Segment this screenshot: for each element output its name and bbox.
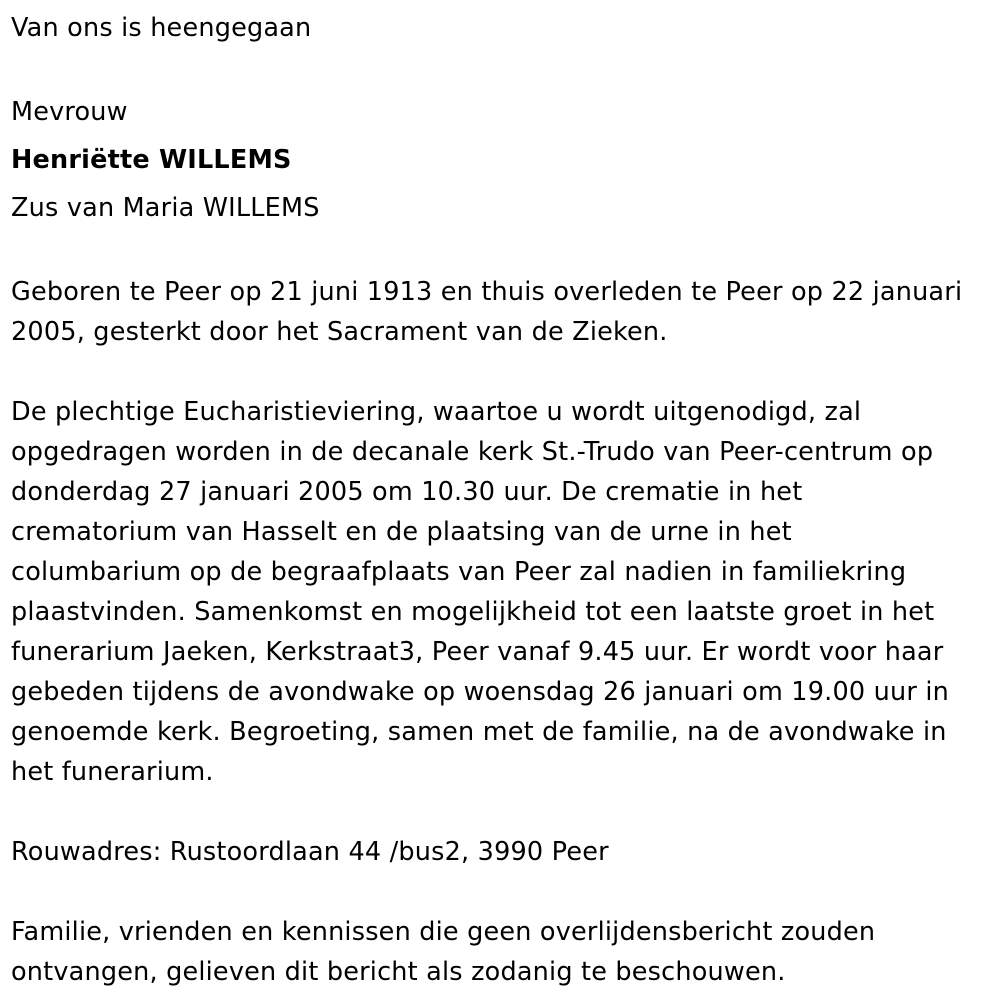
paragraph-line: genoemde kerk. Begroeting, samen met de familie, na de avondwake in bbox=[11, 717, 947, 747]
paragraph-line: 2005, gesterkt door het Sacrament van de Zieken. bbox=[11, 317, 668, 347]
spacer bbox=[11, 792, 988, 832]
honorific: Mevrouw bbox=[11, 97, 128, 127]
intro-text: Van ons is heengegaan bbox=[11, 13, 312, 43]
ceremony-paragraph bbox=[11, 392, 986, 792]
spacer bbox=[11, 352, 988, 392]
paragraph-line: gebeden tijdens de avondwake op woensdag 26 januari om 19.00 uur in bbox=[11, 677, 949, 707]
deceased-name: Henriëtte WILLEMS bbox=[11, 145, 292, 175]
spacer bbox=[11, 872, 988, 912]
paragraph-line: columbarium op de begraafplaats van Peer zal nadien in familiekring bbox=[11, 557, 907, 587]
paragraph-line: Familie, vrienden en kennissen die geen overlijdensbericht zouden bbox=[11, 917, 876, 947]
spacer bbox=[11, 48, 988, 88]
paragraph-line: opgedragen worden in de decanale kerk St.-Trudo van Peer-centrum op bbox=[11, 437, 934, 467]
paragraph-line: Geboren te Peer op 21 juni 1913 en thuis overleden te Peer op 22 januari bbox=[11, 277, 963, 307]
mourning-address: Rouwadres: Rustoordlaan 44 /bus2, 3990 Peer bbox=[11, 837, 609, 867]
birth-death-paragraph bbox=[11, 272, 986, 352]
spacer bbox=[11, 232, 988, 272]
paragraph-line: plaastvinden. Samenkomst en mogelijkheid tot een laatste groet in het bbox=[11, 597, 935, 627]
paragraph-line: De plechtige Eucharistieviering, waartoe u wordt uitgenodigd, zal bbox=[11, 397, 862, 427]
closing-paragraph bbox=[11, 912, 986, 992]
paragraph-line: crematorium van Hasselt en de plaatsing van de urne in het bbox=[11, 517, 792, 547]
paragraph-line: het funerarium. bbox=[11, 757, 214, 787]
paragraph-line: donderdag 27 januari 2005 om 10.30 uur. De crematie in het bbox=[11, 477, 803, 507]
paragraph-line: ontvangen, gelieven dit bericht als zodanig te beschouwen. bbox=[11, 957, 786, 987]
relation-text: Zus van Maria WILLEMS bbox=[11, 193, 320, 223]
paragraph-line: funerarium Jaeken, Kerkstraat3, Peer vanaf 9.45 uur. Er wordt voor haar bbox=[11, 637, 944, 667]
